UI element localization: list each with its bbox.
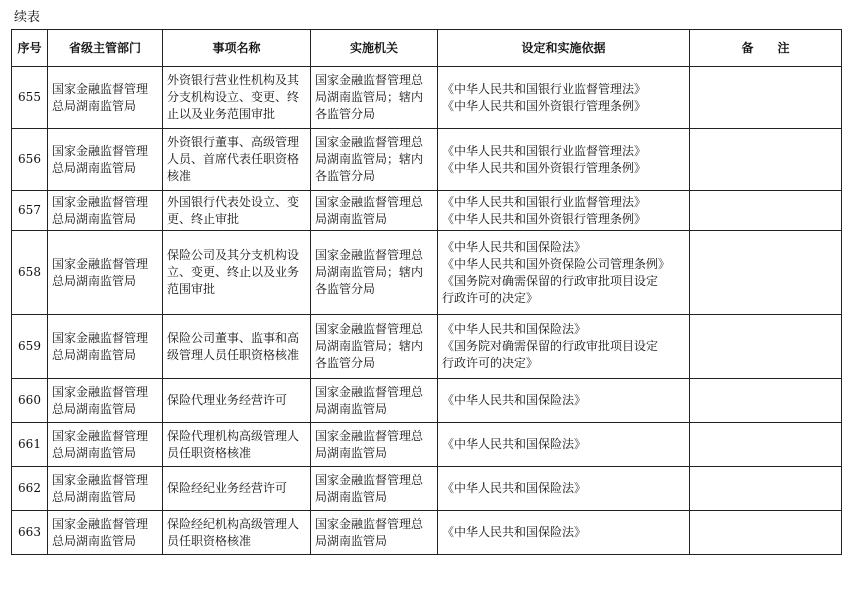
- cell-department: 国家金融监督管理总局湖南监管局: [48, 191, 163, 231]
- cell-agency: 国家金融监督管理总局湖南监管局: [311, 423, 438, 467]
- cell-serial-no: 655: [12, 67, 48, 129]
- cell-basis: [438, 423, 690, 467]
- cell-agency: 国家金融监督管理总局湖南监管局: [311, 467, 438, 511]
- header-serial-no: 序号: [12, 30, 48, 67]
- cell-department: 国家金融监督管理总局湖南监管局: [48, 379, 163, 423]
- cell-department: 国家金融监督管理总局湖南监管局: [48, 129, 163, 191]
- cell-serial-no: 656: [12, 129, 48, 191]
- basis-line: 《中华人民共和国保险法》: [442, 239, 587, 254]
- cell-remarks: [690, 231, 842, 315]
- cell-agency: 国家金融监督管理总局湖南监管局；辖内各监管分局: [311, 129, 438, 191]
- cell-item-name: 保险公司及其分支机构设立、变更、终止以及业务范围审批: [163, 231, 311, 315]
- cell-remarks: [690, 191, 842, 231]
- table-header-row: [12, 30, 842, 67]
- cell-basis: [438, 379, 690, 423]
- basis-line: 《中华人民共和国保险法》: [442, 481, 587, 495]
- table-row: [12, 129, 842, 191]
- cell-agency: 国家金融监督管理总局湖南监管局；辖内各监管分局: [311, 231, 438, 315]
- cell-remarks: [690, 511, 842, 555]
- basis-line: 《国务院对确需保留的行政审批项目设定: [442, 273, 659, 288]
- cell-item-name: 保险代理机构高级管理人员任职资格核准: [163, 423, 311, 467]
- cell-remarks: [690, 315, 842, 379]
- cell-basis: [438, 315, 690, 379]
- basis-line: 《中华人民共和国外资银行管理条例》: [442, 211, 647, 226]
- cell-serial-no: 663: [12, 511, 48, 555]
- basis-line: 《中华人民共和国外资银行管理条例》: [442, 98, 647, 113]
- cell-agency: 国家金融监督管理总局湖南监管局；辖内各监管分局: [311, 315, 438, 379]
- cell-serial-no: 657: [12, 191, 48, 231]
- table-row: [12, 423, 842, 467]
- basis-line: 《中华人民共和国银行业监督管理法》: [442, 81, 647, 96]
- table-row: [12, 315, 842, 379]
- header-item-name: 事项名称: [163, 30, 311, 67]
- cell-basis: [438, 129, 690, 191]
- basis-line: 行政许可的决定》: [442, 356, 539, 370]
- table-row: [12, 191, 842, 231]
- cell-item-name: 保险代理业务经营许可: [163, 379, 311, 423]
- cell-department: 国家金融监督管理总局湖南监管局: [48, 423, 163, 467]
- table-row: [12, 467, 842, 511]
- table-row: [12, 67, 842, 129]
- header-agency: 实施机关: [311, 30, 438, 67]
- basis-line: 《中华人民共和国保险法》: [442, 393, 587, 407]
- cell-basis: [438, 67, 690, 129]
- basis-line: 《中华人民共和国外资银行管理条例》: [442, 160, 647, 175]
- table-caption: 续表: [14, 10, 41, 25]
- cell-agency: 国家金融监督管理总局湖南监管局: [311, 191, 438, 231]
- cell-department: 国家金融监督管理总局湖南监管局: [48, 511, 163, 555]
- cell-remarks: [690, 467, 842, 511]
- basis-line: 《中华人民共和国保险法》: [442, 322, 587, 336]
- table-row: [12, 511, 842, 555]
- header-basis: 设定和实施依据: [438, 30, 690, 67]
- cell-remarks: [690, 379, 842, 423]
- cell-remarks: [690, 129, 842, 191]
- cell-agency: 国家金融监督管理总局湖南监管局: [311, 379, 438, 423]
- basis-line: 行政许可的决定》: [442, 290, 539, 305]
- cell-basis: [438, 467, 690, 511]
- cell-department: 国家金融监督管理总局湖南监管局: [48, 467, 163, 511]
- cell-agency: 国家金融监督管理总局湖南监管局；辖内各监管分局: [311, 67, 438, 129]
- cell-item-name: 外资银行营业性机构及其分支机构设立、变更、终止以及业务范围审批: [163, 67, 311, 129]
- cell-department: 国家金融监督管理总局湖南监管局: [48, 231, 163, 315]
- header-department: 省级主管部门: [48, 30, 163, 67]
- cell-basis: [438, 231, 690, 315]
- basis-line: 《中华人民共和国保险法》: [442, 437, 587, 451]
- cell-item-name: 外资银行董事、高级管理人员、首席代表任职资格核准: [163, 129, 311, 191]
- cell-agency: 国家金融监督管理总局湖南监管局: [311, 511, 438, 555]
- table-row: [12, 231, 842, 315]
- cell-serial-no: 659: [12, 315, 48, 379]
- basis-line: 《中华人民共和国保险法》: [442, 525, 587, 539]
- cell-item-name: 外国银行代表处设立、变更、终止审批: [163, 191, 311, 231]
- basis-line: 《中华人民共和国外资保险公司管理条例》: [442, 256, 671, 271]
- header-remarks: 备 注: [690, 30, 842, 67]
- cell-serial-no: 658: [12, 231, 48, 315]
- cell-item-name: 保险经纪业务经营许可: [163, 467, 311, 511]
- cell-department: 国家金融监督管理总局湖南监管局: [48, 67, 163, 129]
- cell-remarks: [690, 67, 842, 129]
- cell-basis: [438, 511, 690, 555]
- cell-serial-no: 661: [12, 423, 48, 467]
- table-row: [12, 379, 842, 423]
- approval-items-table: [11, 29, 842, 555]
- cell-serial-no: 660: [12, 379, 48, 423]
- cell-department: 国家金融监督管理总局湖南监管局: [48, 315, 163, 379]
- cell-remarks: [690, 423, 842, 467]
- cell-basis: [438, 191, 690, 231]
- basis-line: 《国务院对确需保留的行政审批项目设定: [442, 339, 659, 353]
- cell-item-name: 保险公司董事、监事和高级管理人员任职资格核准: [163, 315, 311, 379]
- basis-line: 《中华人民共和国银行业监督管理法》: [442, 143, 647, 158]
- cell-item-name: 保险经纪机构高级管理人员任职资格核准: [163, 511, 311, 555]
- basis-line: 《中华人民共和国银行业监督管理法》: [442, 194, 647, 209]
- cell-serial-no: 662: [12, 467, 48, 511]
